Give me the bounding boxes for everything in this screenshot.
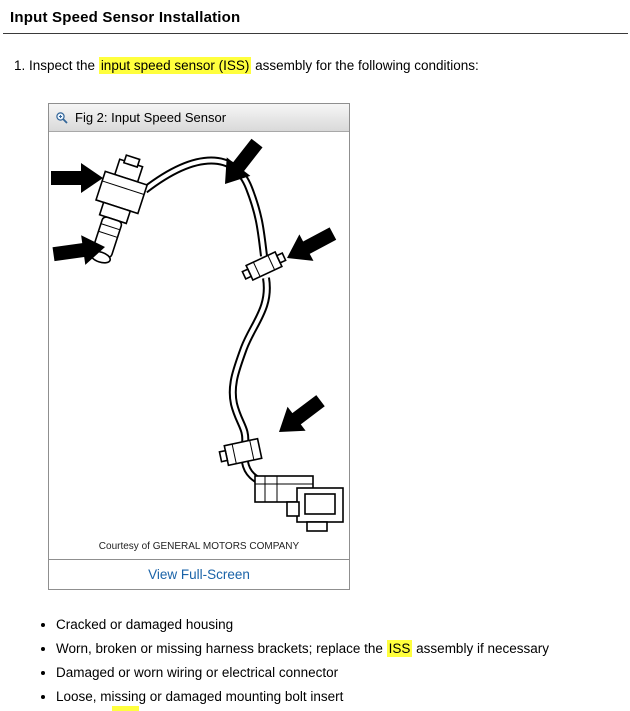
- list-item: [56, 641, 630, 656]
- bullet-highlight: ISS: [388, 641, 411, 656]
- bullet-text: Damaged or worn wiring or electrical connector: [56, 665, 339, 680]
- title-divider: [3, 33, 628, 34]
- instruction-text-post: assembly for the following conditions:: [251, 58, 479, 73]
- figure-caption: Courtesy of GENERAL MOTORS COMPANY: [98, 541, 300, 552]
- page-title: Input Speed Sensor Installation: [10, 9, 241, 26]
- cutoff-highlighted-text: [112, 706, 139, 711]
- figure-image-area: [49, 132, 349, 559]
- figure-footer: [49, 559, 349, 589]
- bullet-text: Cracked or damaged housing: [56, 617, 234, 632]
- magnifier-icon[interactable]: [55, 111, 69, 125]
- figure-title: Fig 2: Input Speed Sensor: [75, 110, 227, 125]
- bullet-text: Loose, missing or damaged mounting bolt insert: [56, 689, 344, 704]
- sensor-diagram: [49, 132, 349, 536]
- figure-header: [49, 104, 349, 132]
- instruction-step-1: [14, 57, 630, 75]
- list-item: [56, 665, 630, 680]
- figure-panel: [48, 103, 350, 590]
- instruction-highlight: input speed sensor (ISS): [100, 58, 250, 73]
- bullet-text: Worn, broken or missing harness brackets; replace the: [56, 641, 387, 656]
- view-fullscreen-link[interactable]: View Full-Screen: [148, 567, 250, 582]
- conditions-list: [56, 617, 630, 704]
- list-item: [56, 617, 630, 632]
- bullet-text: assembly if necessary: [412, 641, 549, 656]
- instruction-text-pre: 1. Inspect the: [14, 58, 99, 73]
